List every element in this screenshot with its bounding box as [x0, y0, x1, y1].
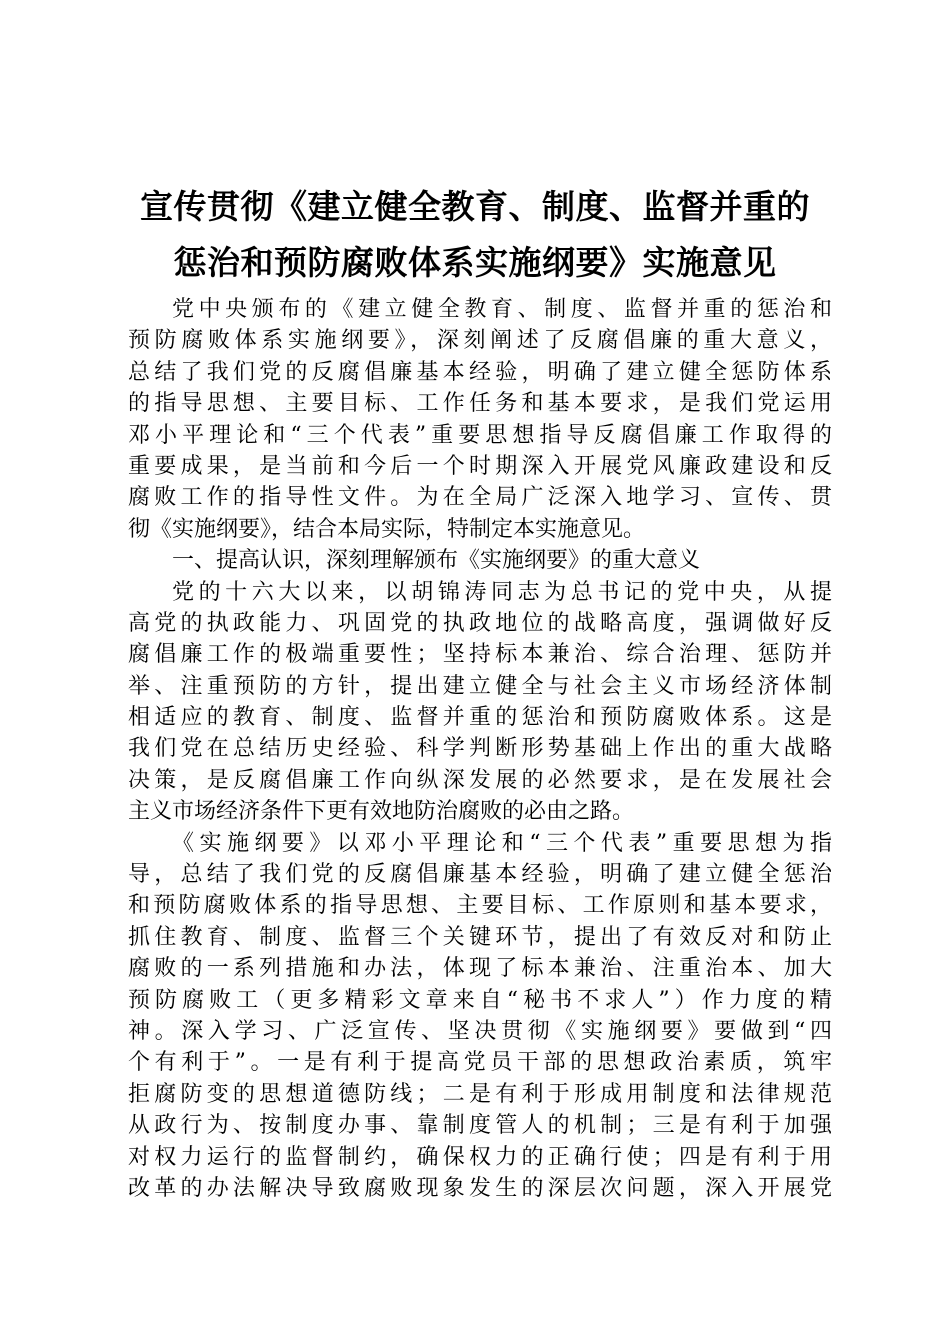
- body-line: 我们党在总结历史经验、科学判断形势基础上作出的重大战略: [128, 736, 832, 762]
- body-line: 和预防腐败体系的指导思想、主要目标、工作原则和基本要求，: [128, 893, 832, 919]
- body-line: 重要成果，是当前和今后一个时期深入开展党风廉政建设和反: [128, 453, 832, 479]
- body-line: 拒腐防变的思想道德防线；二是有利于形成用制度和法律规范: [128, 1081, 832, 1107]
- body-line: 腐败工作的指导性文件。为在全局广泛深入地学习、宣传、贯: [128, 485, 832, 511]
- body-line: 腐败的一系列措施和办法，体现了标本兼治、注重治本、加大: [128, 956, 832, 982]
- body-line: 腐倡廉工作的极端重要性；坚持标本兼治、综合治理、惩防并: [128, 642, 832, 668]
- body-line: 主义市场经济条件下更有效地防治腐败的必由之路。: [128, 799, 635, 825]
- document-title-line-1: 宣传贯彻《建立健全教育、制度、监督并重的: [140, 187, 810, 226]
- body-line: 个有利于”。一是有利于提高党员干部的思想政治素质，筑牢: [128, 1050, 832, 1076]
- body-line: 邓小平理论和“三个代表”重要思想指导反腐倡廉工作取得的: [128, 422, 832, 448]
- body-line: 的指导思想、主要目标、工作任务和基本要求，是我们党运用: [128, 391, 832, 417]
- document-title-line-2: 惩治和预防腐败体系实施纲要》实施意见: [173, 243, 777, 282]
- section-heading: 一、提高认识，深刻理解颁布《实施纲要》的重大意义: [172, 548, 701, 574]
- document-body: [128, 294, 832, 1204]
- body-line: 神。深入学习、广泛宣传、坚决贯彻《实施纲要》要做到“四: [128, 1018, 832, 1044]
- body-line: 从政行为、按制度办事、靠制度管人的机制；三是有利于加强: [128, 1113, 832, 1139]
- body-line: 决策，是反腐倡廉工作向纵深发展的必然要求，是在发展社会: [128, 767, 832, 793]
- body-line: 导，总结了我们党的反腐倡廉基本经验，明确了建立健全惩治: [128, 862, 832, 888]
- body-line: 改革的办法解决导致腐败现象发生的深层次问题，深入开展党: [128, 1175, 832, 1201]
- body-line: 对权力运行的监督制约，确保权力的正确行使；四是有利于用: [128, 1144, 832, 1170]
- body-line: 预防腐败工（更多精彩文章来自“秘书不求人”）作力度的精: [128, 987, 832, 1013]
- body-line: 相适应的教育、制度、监督并重的惩治和预防腐败体系。这是: [128, 705, 832, 731]
- body-line: 《实施纲要》以邓小平理论和“三个代表”重要思想为指: [172, 830, 832, 856]
- body-line: 彻《实施纲要》，结合本局实际，特制定本实施意见。: [128, 516, 646, 542]
- body-line: 高党的执政能力、巩固党的执政地位的战略高度，强调做好反: [128, 610, 832, 636]
- body-line: 党中央颁布的《建立健全教育、制度、监督并重的惩治和: [172, 297, 832, 322]
- body-line: 党的十六大以来，以胡锦涛同志为总书记的党中央，从提: [172, 579, 832, 605]
- body-line: 举、注重预防的方针，提出建立健全与社会主义市场经济体制: [128, 673, 832, 699]
- body-line: 抓住教育、制度、监督三个关键环节，提出了有效反对和防止: [128, 924, 832, 950]
- body-line: 总结了我们党的反腐倡廉基本经验，明确了建立健全惩防体系: [128, 359, 832, 385]
- body-line: 预防腐败体系实施纲要》，深刻阐述了反腐倡廉的重大意义，: [128, 328, 832, 354]
